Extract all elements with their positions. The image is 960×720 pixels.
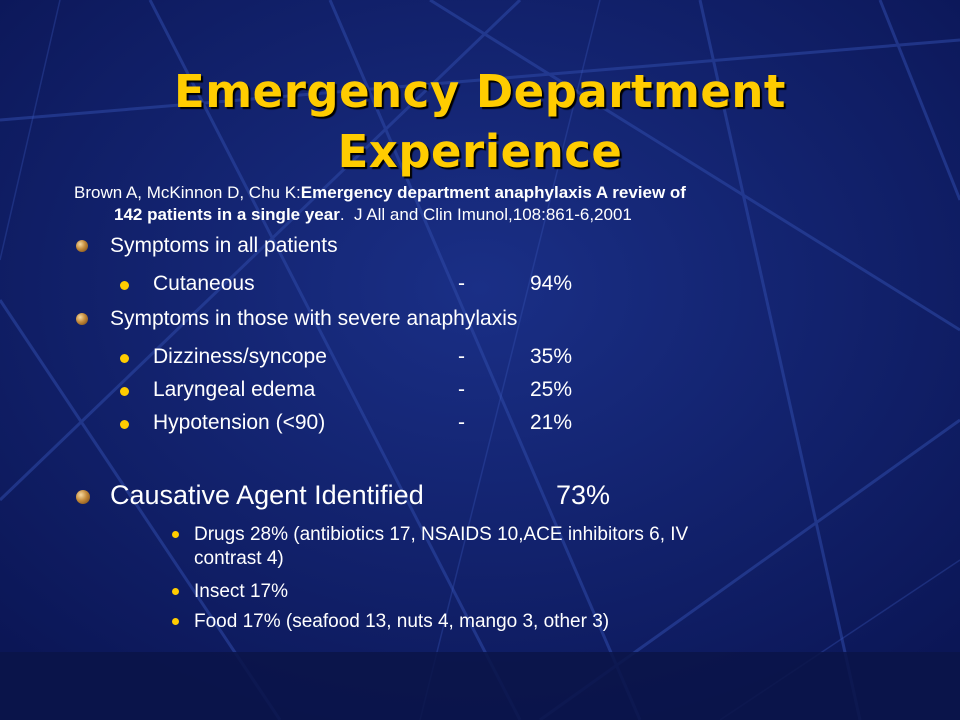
list-item-text: Food 17% (seafood 13, nuts 4, mango 3, other 3) bbox=[194, 611, 610, 632]
reference-title-part1: Emergency department anaphylaxis A review of bbox=[300, 183, 686, 202]
reference-citation bbox=[74, 182, 874, 226]
reference-period: . bbox=[339, 205, 345, 224]
list-item-dash: - bbox=[458, 411, 465, 434]
list-item-value: 21% bbox=[530, 411, 573, 434]
slide-title-line1: Emergency Department bbox=[174, 65, 786, 118]
yellow-dot-bullet-icon bbox=[172, 531, 179, 538]
list-item-value: 25% bbox=[530, 378, 573, 401]
yellow-dot-bullet-icon bbox=[120, 354, 129, 363]
reference-authors: Brown A, McKinnon D, Chu K: bbox=[74, 183, 301, 202]
list-item-text: Insect 17% bbox=[194, 581, 288, 602]
list-item-dash: - bbox=[458, 378, 465, 401]
yellow-dot-bullet-icon bbox=[120, 387, 129, 396]
list-item-value: 35% bbox=[530, 345, 573, 368]
yellow-dot-bullet-icon bbox=[172, 588, 179, 595]
reference-title-part2: 142 patients in a single year bbox=[114, 205, 340, 224]
slide-title bbox=[60, 62, 900, 182]
list-item-text: Drugs 28% (antibiotics 17, NSAIDS 10,ACE inhibitors 6, IV bbox=[194, 524, 689, 545]
list-item-label: Hypotension (<90) bbox=[153, 411, 326, 434]
yellow-dot-bullet-icon bbox=[172, 618, 179, 625]
bronze-ball-bullet-icon bbox=[76, 490, 90, 504]
list-item-label: Dizziness/syncope bbox=[153, 345, 327, 368]
section-heading-text: Symptoms in all patients bbox=[110, 234, 338, 257]
yellow-dot-bullet-icon bbox=[120, 281, 129, 290]
list-item-value: 94% bbox=[530, 272, 573, 295]
yellow-dot-bullet-icon bbox=[120, 420, 129, 429]
list-item-label: Cutaneous bbox=[153, 272, 255, 295]
reference-journal: J All and Clin Imunol,108:861-6,2001 bbox=[354, 205, 632, 224]
bronze-ball-bullet-icon bbox=[76, 240, 88, 252]
section-heading-text: Symptoms in those with severe anaphylaxis bbox=[110, 307, 518, 330]
slide-title-line2: Experience bbox=[337, 125, 623, 178]
causative-heading-text: Causative Agent Identified bbox=[110, 480, 424, 510]
list-item-label: Laryngeal edema bbox=[153, 378, 316, 401]
bronze-ball-bullet-icon bbox=[76, 313, 88, 325]
list-item-text-continued: contrast 4) bbox=[194, 548, 284, 569]
list-item-dash: - bbox=[458, 272, 465, 295]
causative-value: 73% bbox=[556, 480, 611, 510]
list-item-dash: - bbox=[458, 345, 465, 368]
